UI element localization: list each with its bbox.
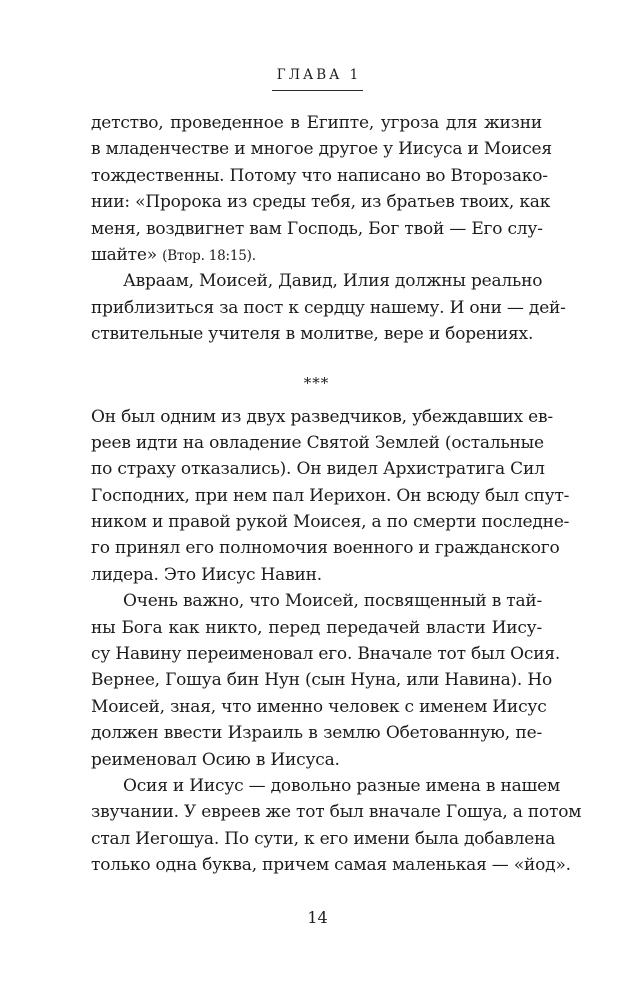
text-line: тождественны. Потому что написано во Второзако- bbox=[91, 165, 548, 186]
scripture-reference: (Втор. 18:15). bbox=[162, 247, 256, 264]
page-number: 14 bbox=[307, 908, 328, 927]
text-line: Моисей, зная, что именно человек с именем Иисус bbox=[91, 696, 547, 717]
text-line: в младенчестве и многое другое у Иисуса и Моисея bbox=[91, 139, 552, 160]
body-text bbox=[91, 110, 582, 879]
text-line: приблизиться за пост к сердцу нашему. И они — дей- bbox=[91, 297, 566, 318]
text-line: реев идти на овладение Святой Землей (остальные bbox=[91, 432, 544, 453]
text-line: лидера. Это Иисус Навин. bbox=[91, 564, 322, 585]
text-line: Вернее, Гошуа бин Нун (сын Нуна, или Навина). Но bbox=[91, 670, 553, 691]
text-line: ны Бога как никто, перед передачей власти Иису- bbox=[91, 617, 542, 638]
text-line: меня, воздвигнет вам Господь, Бог твой — Его слу- bbox=[91, 218, 543, 239]
section-separator: *** bbox=[303, 373, 330, 392]
text-line: по страху отказались). Он видел Архистратига Сил bbox=[91, 459, 545, 480]
text-line: ником и правой рукой Моисея, а по смерти последне- bbox=[91, 512, 570, 533]
text-line: Он был одним из двух разведчиков, убеждавших ев- bbox=[91, 406, 553, 427]
section-1 bbox=[91, 110, 566, 348]
section-2 bbox=[91, 404, 582, 879]
text-line: стал Иегошуа. По сути, к его имени была добавлена bbox=[91, 828, 556, 849]
text-line: нии: «Пророка из среды тебя, из братьев твоих, как bbox=[91, 192, 551, 213]
text-line: детство, проведенное в Египте, угроза для жизни bbox=[91, 113, 542, 133]
text-line-main: шайте» bbox=[91, 244, 163, 265]
running-header bbox=[0, 64, 635, 91]
chapter-title: ГЛАВА 1 bbox=[272, 67, 363, 91]
text-line: реименовал Осию в Иисуса. bbox=[91, 749, 340, 770]
text-line: Осия и Иисус — довольно разные имена в нашем bbox=[123, 775, 561, 796]
text-line: только одна буква, причем самая маленькая — «йод». bbox=[91, 855, 571, 876]
text-line bbox=[91, 242, 542, 268]
text-line: су Навину переименовал его. Вначале тот был Осия. bbox=[91, 644, 561, 665]
text-line: звучании. У евреев же тот был вначале Гошуа, а потом bbox=[91, 802, 582, 823]
text-line: го принял его полномочия военного и гражданского bbox=[91, 538, 560, 559]
text-line: должен ввести Израиль в землю Обетованную, пе- bbox=[91, 723, 542, 744]
text-line: Авраам, Моисей, Давид, Илия должны реально bbox=[123, 271, 543, 292]
text-line: ствительные учителя в молитве, вере и борениях. bbox=[91, 324, 534, 345]
text-line: Господних, при нем пал Иерихон. Он всюду был спут- bbox=[91, 485, 570, 506]
text-line: Очень важно, что Моисей, посвященный в тай- bbox=[123, 591, 543, 612]
